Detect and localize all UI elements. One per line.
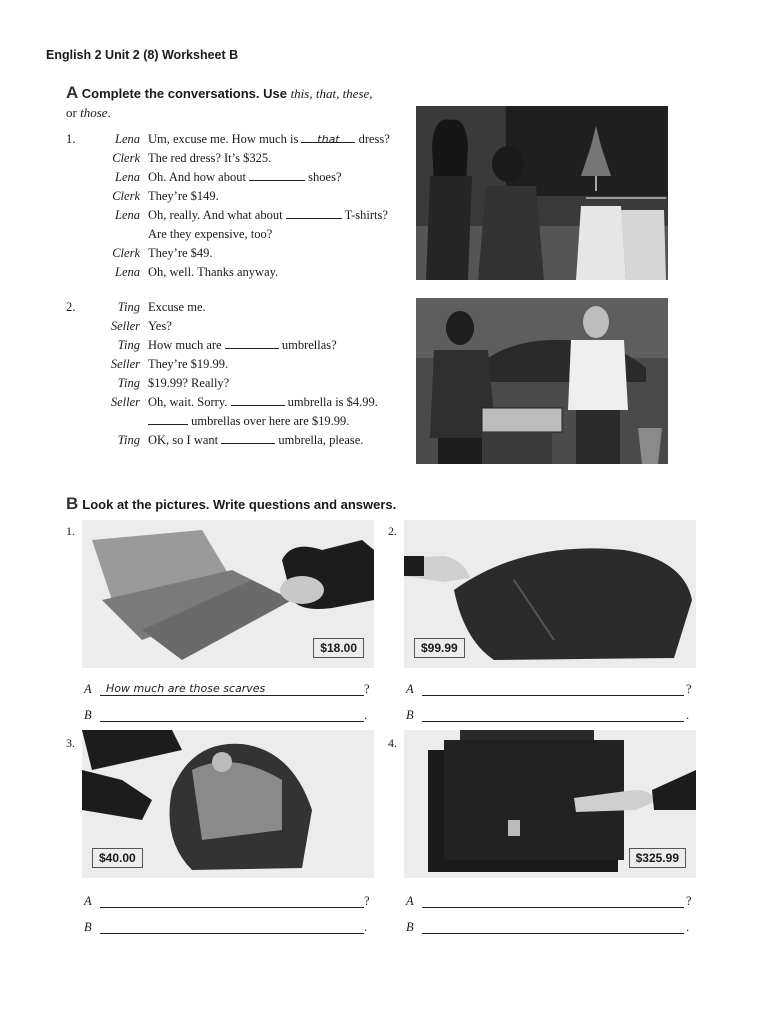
section-a-letter: A — [66, 83, 79, 102]
period-mark: . — [364, 920, 368, 934]
conversation-1 — [66, 130, 406, 282]
qa-label: A — [406, 682, 414, 696]
question-mark: ? — [686, 894, 692, 908]
jacket-image — [404, 520, 696, 668]
answer-line[interactable] — [100, 933, 364, 934]
speaker: Clerk — [112, 246, 140, 260]
speaker: Ting — [117, 300, 140, 314]
answer-row-b — [406, 708, 696, 724]
answer-row-a — [406, 682, 696, 698]
qa-label: B — [406, 708, 414, 722]
utterance: They’re $49. — [148, 246, 213, 260]
utterance: Oh, really. And what about T-shirts? — [148, 208, 388, 222]
item-number: 3. — [66, 736, 75, 750]
answer-row-a — [84, 682, 374, 698]
conversation-number: 1. — [66, 132, 76, 146]
answer-blank[interactable] — [221, 431, 275, 444]
qa-label: B — [406, 920, 414, 934]
period-mark: . — [686, 708, 690, 722]
answer-line[interactable] — [100, 721, 364, 722]
answer-blank[interactable] — [286, 206, 342, 219]
utterance: $19.99? Really? — [148, 376, 230, 390]
question-mark: ? — [364, 682, 370, 696]
answer-line[interactable] — [422, 933, 684, 934]
price-tag: $18.00 — [313, 638, 364, 658]
speaker: Seller — [110, 319, 140, 333]
speaker: Ting — [117, 433, 140, 447]
section-b-instruction: Look at the pictures. Write questions and answers. — [82, 497, 397, 512]
utterance: Are they expensive, too? — [148, 227, 273, 241]
utterance: Um, excuse me. How much is that dress? — [148, 132, 390, 146]
speaker: Seller — [110, 395, 140, 409]
speaker: Lena — [115, 170, 140, 184]
answer-blank[interactable] — [249, 168, 305, 181]
qa-label: A — [84, 682, 92, 696]
answer-line[interactable] — [422, 721, 684, 722]
answer-row-b — [406, 920, 696, 936]
answer-line[interactable] — [100, 907, 364, 908]
utterance: Excuse me. — [148, 300, 206, 314]
speaker: Ting — [117, 338, 140, 352]
briefcase-image — [404, 730, 696, 878]
qa-label: B — [84, 708, 92, 722]
qa-label: A — [84, 894, 92, 908]
utterance: Yes? — [148, 319, 172, 333]
answer-row-b — [84, 920, 374, 936]
speaker: Ting — [117, 376, 140, 390]
backpack-image — [82, 730, 374, 878]
price-tag: $325.99 — [629, 848, 686, 868]
utterance: OK, so I want umbrella, please. — [148, 433, 364, 447]
utterance: The red dress? It’s $325. — [148, 151, 272, 165]
worksheet-title: English 2 Unit 2 (8) Worksheet B — [46, 48, 239, 62]
utterance: Oh, well. Thanks anyway. — [148, 265, 279, 279]
store-scene-image — [416, 106, 668, 280]
answer-blank[interactable] — [225, 336, 279, 349]
utterance: Oh. And how about shoes? — [148, 170, 342, 184]
price-tag: $99.99 — [414, 638, 465, 658]
section-a-heading — [66, 84, 376, 123]
conversation-2 — [66, 298, 406, 450]
section-b-heading — [66, 494, 396, 514]
answer-line[interactable] — [100, 695, 364, 696]
section-a-instruction: Complete the conversations. Use this, that, these, or those. — [66, 86, 373, 120]
speaker: Clerk — [112, 189, 140, 203]
speaker: Lena — [115, 208, 140, 222]
item-number: 2. — [388, 524, 397, 538]
answer-row-a — [406, 894, 696, 910]
scarves-image — [82, 520, 374, 668]
conversation-number: 2. — [66, 300, 76, 314]
section-b-letter: B — [66, 494, 79, 513]
utterance: umbrellas over here are $19.99. — [148, 412, 349, 431]
utterance: Oh, wait. Sorry. umbrella is $4.99. — [148, 395, 378, 409]
speaker: Seller — [110, 357, 140, 371]
answer-blank[interactable]: that — [301, 130, 355, 143]
speaker: Lena — [115, 132, 140, 146]
answer-blank[interactable] — [231, 393, 285, 406]
answer-line[interactable] — [422, 695, 684, 696]
answer-line[interactable] — [422, 907, 684, 908]
utterance: How much are umbrellas? — [148, 338, 337, 352]
utterance: They’re $149. — [148, 189, 219, 203]
period-mark: . — [686, 920, 690, 934]
question-mark: ? — [686, 682, 692, 696]
question-mark: ? — [364, 894, 370, 908]
umbrella-stall-image — [416, 298, 668, 464]
period-mark: . — [364, 708, 368, 722]
handwritten-answer: How much are those scarves — [106, 682, 266, 695]
answer-blank[interactable] — [148, 412, 188, 425]
qa-label: B — [84, 920, 92, 934]
item-number: 4. — [388, 736, 397, 750]
speaker: Clerk — [112, 151, 140, 165]
price-tag: $40.00 — [92, 848, 143, 868]
answer-row-a — [84, 894, 374, 910]
answer-row-b — [84, 708, 374, 724]
item-number: 1. — [66, 524, 75, 538]
speaker: Lena — [115, 265, 140, 279]
qa-label: A — [406, 894, 414, 908]
utterance: They’re $19.99. — [148, 357, 229, 371]
